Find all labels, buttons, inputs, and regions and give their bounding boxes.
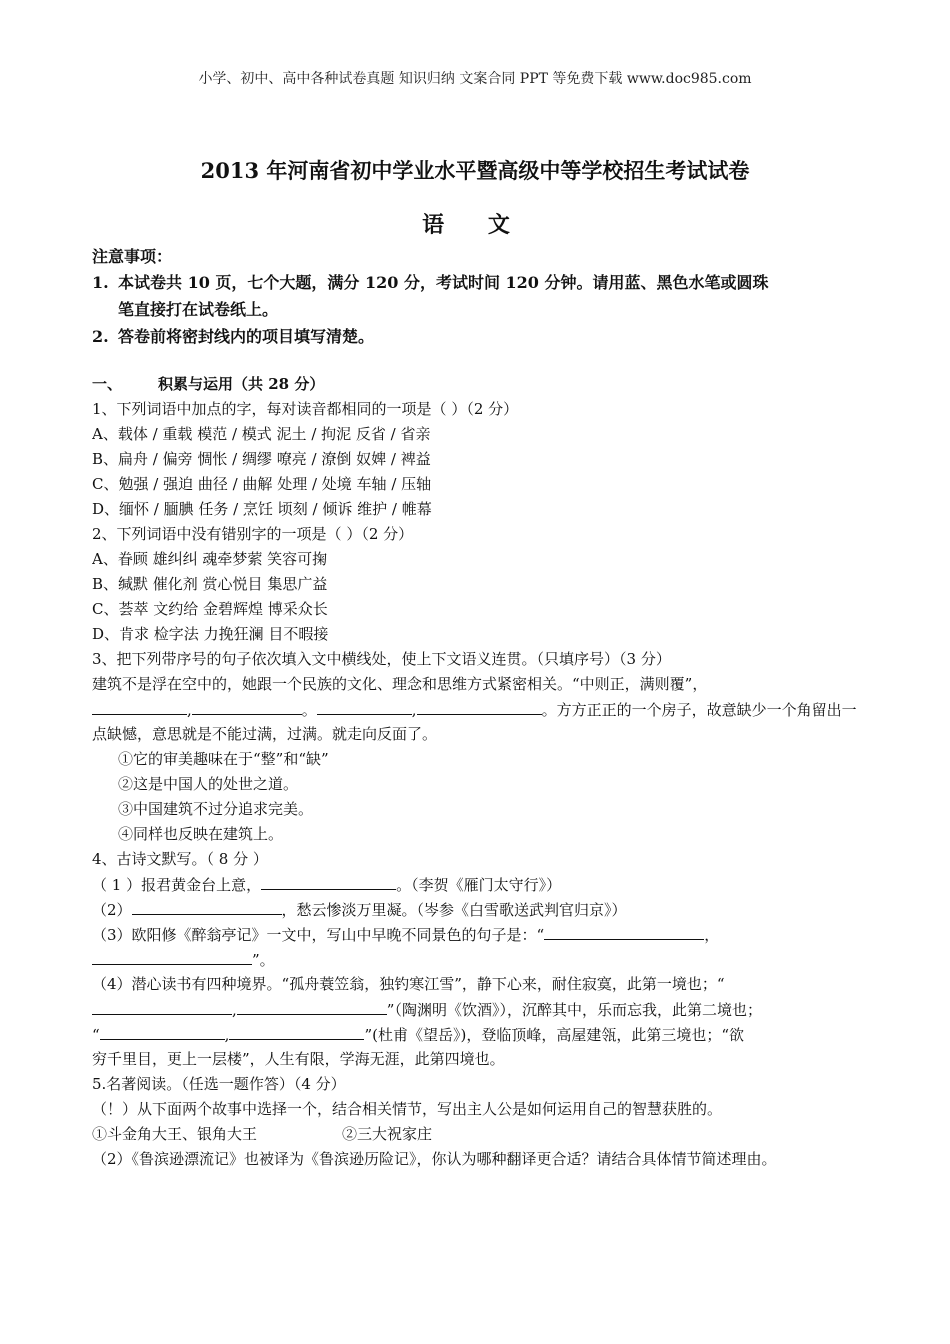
q5-option-2: ②三大祝家庄 — [342, 1125, 433, 1143]
answer-blank[interactable] — [132, 897, 282, 915]
q4-part-3-cont: ”。 — [92, 947, 862, 972]
q4-part-4-line3: “ , ”(杜甫《望岳》)，登临顶峰，高屋建瓴，此第三境也；“欲 — [92, 1022, 862, 1047]
answer-blank[interactable] — [261, 872, 396, 890]
q5-sub-1: （！）从下面两个故事中选择一个，结合相关情节，写出主人公是如何运用自己的智慧获胜的。 — [92, 1100, 723, 1118]
answer-blank[interactable] — [92, 997, 232, 1015]
q5-option-1: ①斗金角大王、银角大王 — [92, 1125, 258, 1143]
q2-option-c: C、荟萃 文约给 金碧辉煌 博采众长 — [92, 600, 328, 618]
q3-sentence-4: ④同样也反映在建筑上。 — [118, 825, 284, 843]
q4-part-1: （ 1 ）报君黄金台上意， 。（李贺《雁门太守行》） — [92, 872, 862, 897]
q5-options — [92, 1122, 862, 1147]
exam-title: 2013 年河南省初中学业水平暨高级中等学校招生考试试卷 — [200, 158, 750, 183]
q3-sentence-3: ③中国建筑不过分追求完美。 — [118, 800, 314, 818]
q4-stem: 4、古诗文默写。（ 8 分 ） — [92, 850, 268, 868]
q2-option-a: A、眷顾 雄纠纠 魂牵梦萦 笑容可掬 — [92, 550, 328, 568]
notice-item-text-cont: 笔直接打在试卷纸上。 — [118, 300, 279, 319]
q4-part-4-line1: （4）潜心读书有四种境界。“孤舟蓑笠翁，独钓寒江雪”，静下心来，耐住寂寞，此第一境也；“ — [92, 975, 725, 993]
q4-part-4-line2: , ”（陶渊明《饮酒》），沉醉其中，乐而忘我，此第二境也； — [92, 997, 862, 1022]
answer-blank[interactable] — [544, 922, 704, 940]
q3-text-3: 点缺憾，意思就是不能过满，过满。就走向反面了。 — [92, 725, 438, 743]
exam-content — [92, 244, 862, 1172]
q3-sentence-2: ②这是中国人的处世之道。 — [118, 775, 299, 793]
answer-blank[interactable] — [92, 947, 252, 965]
section-heading — [92, 372, 862, 397]
answer-blank[interactable] — [192, 697, 302, 715]
q3-text-1: 建筑不是浮在空中的，她跟一个民族的文化、理念和思维方式紧密相关。“中则正，满则覆”， — [92, 675, 708, 693]
punctuation: , — [411, 701, 417, 719]
section-number: 一、 — [92, 375, 123, 393]
answer-blank[interactable] — [417, 697, 542, 715]
q1-option-b: B、扁舟 / 偏旁 惆怅 / 绸缪 嘹亮 / 潦倒 奴婢 / 裨益 — [92, 450, 431, 468]
q3-blank-line — [92, 697, 862, 722]
notice-item-1 — [92, 269, 862, 323]
q4-part-4-line4: 穷千里目，更上一层楼”，人生有限，学海无涯，此第四境也。 — [92, 1050, 505, 1068]
q1-option-d: D、缅怀 / 腼腆 任务 / 烹饪 顷刻 / 倾诉 维护 / 帷幕 — [92, 500, 432, 518]
punctuation: , — [187, 701, 192, 719]
q2-stem: 2、下列词语中没有错别字的一项是（ ）（2 分） — [92, 525, 414, 543]
q2-option-b: B、缄默 催化剂 赏心悦目 集思广益 — [92, 575, 328, 593]
answer-blank[interactable] — [100, 1022, 225, 1040]
notice-item-number: 2. — [92, 327, 109, 346]
notice-item-text: 答卷前将密封线内的项目填写清楚。 — [118, 327, 375, 346]
q1-option-a: A、载体 / 重载 模范 / 模式 泥土 / 拘泥 反省 / 省亲 — [92, 425, 431, 443]
q1-option-c: C、勉强 / 强迫 曲径 / 曲解 处理 / 处境 车轴 / 压轴 — [92, 475, 432, 493]
site-header: 小学、初中、高中各种试卷真题 知识归纳 文案合同 PPT 等免费下载 www.doc985.com — [198, 71, 752, 87]
q5-stem: 5.名著阅读。（任选一题作答）（4 分） — [92, 1075, 346, 1093]
notice-item-text: 本试卷共 10 页，七个大题，满分 120 分，考试时间 120 分钟。请用蓝、黑色水笔或圆珠 — [118, 273, 769, 292]
q4-part-3: （3）欧阳修《醉翁亭记》一文中，写山中早晚不同景色的句子是：“ ， — [92, 922, 862, 947]
q5-sub-2: （2）《鲁滨逊漂流记》也被译为《鲁滨逊历险记》，你认为哪种翻译更合适？请结合具体情节简述理由。 — [92, 1150, 777, 1168]
answer-blank[interactable] — [92, 697, 187, 715]
notice-heading: 注意事项： — [92, 247, 173, 266]
q1-stem: 1、下列词语中加点的字，每对读音都相同的一项是（ ）（2 分） — [92, 400, 519, 418]
answer-blank[interactable] — [237, 997, 387, 1015]
notice-item-2 — [92, 323, 862, 350]
q3-sentence-1: ①它的审美趣味在于“整”和“缺” — [118, 750, 329, 768]
section-title: 积累与运用（共 28 分） — [158, 375, 325, 393]
exam-subject: 语 文 — [422, 212, 528, 238]
q3-text-2: 。方方正正的一个房子，故意缺少一个角留出一 — [541, 701, 857, 719]
q4-part-2: （2） ，愁云惨淡万里凝。（岑参《白雪歌送武判官归京》） — [92, 897, 862, 922]
q3-stem: 3、把下列带序号的句子依次填入文中横线处，使上下文语义连贯。（只填序号）（3 分） — [92, 650, 671, 668]
answer-blank[interactable] — [317, 697, 412, 715]
punctuation: 。 — [301, 701, 317, 719]
q2-option-d: D、肯求 检字法 力挽狂澜 目不暇接 — [92, 625, 329, 643]
answer-blank[interactable] — [229, 1022, 364, 1040]
notice-item-number: 1. — [92, 273, 109, 292]
